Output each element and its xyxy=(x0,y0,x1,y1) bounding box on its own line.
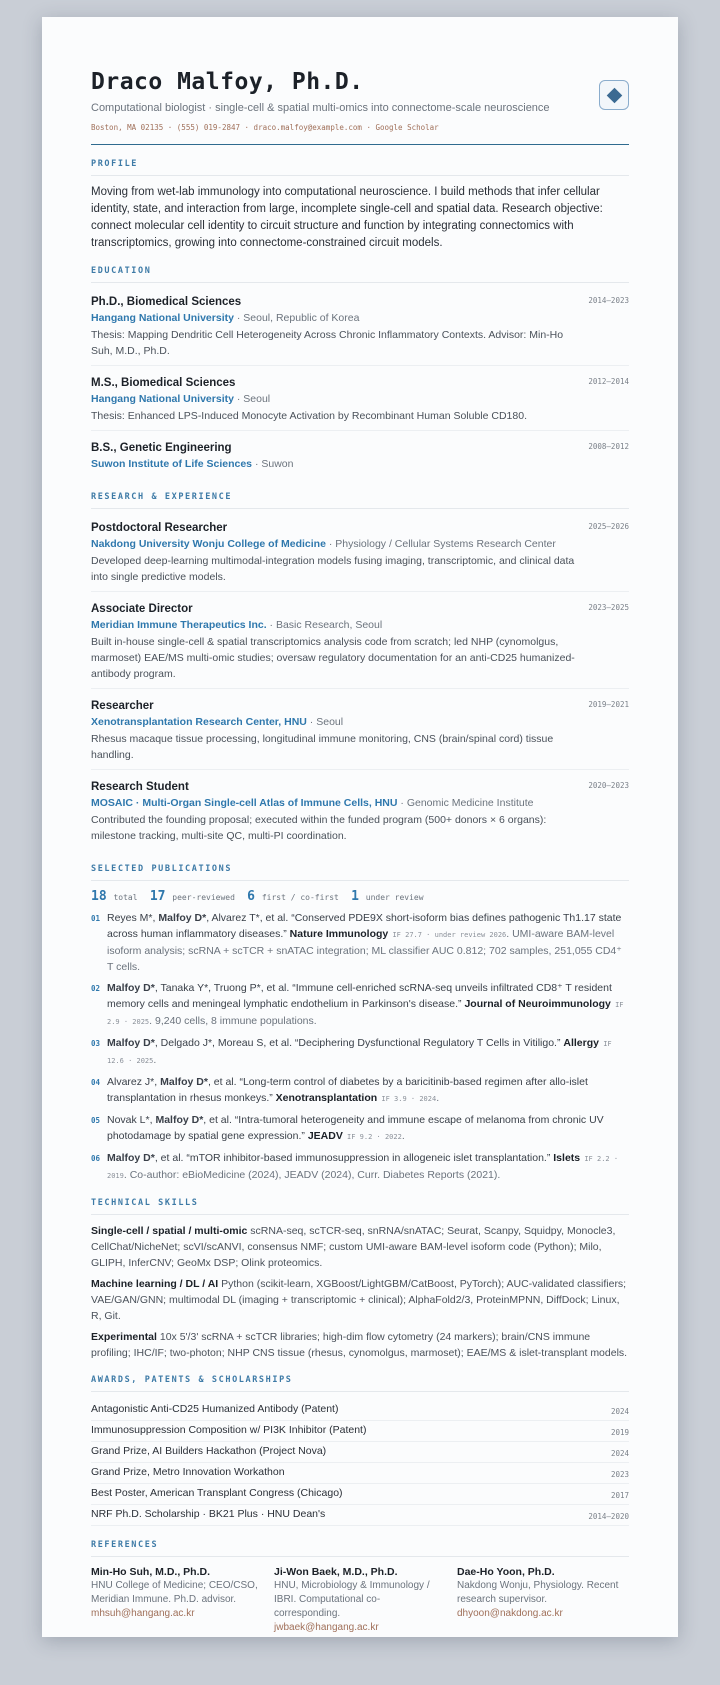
award-date: 2014–2020 xyxy=(588,1512,629,1521)
entry-description: Contributed the founding proposal; executed within the funded program (500+ donors × 6 organs): milestone tracking, multi-site QC, multi-PI coordination. xyxy=(91,814,547,842)
pub-journal: Xenotransplantation xyxy=(275,1092,378,1104)
award-item xyxy=(91,1400,629,1421)
pub-journal: JEADV xyxy=(307,1130,343,1142)
organization-line xyxy=(91,536,629,552)
publication-number: 03 xyxy=(91,1039,101,1048)
candidate-name: Draco Malfoy, Ph.D. xyxy=(91,69,364,95)
entry-date: 2019–2021 xyxy=(588,700,629,709)
references-list xyxy=(91,1565,629,1635)
institution-name: Hangang National University xyxy=(91,393,234,405)
pub-self-author: Malfoy D* xyxy=(160,1076,208,1088)
entry-description: Thesis: Mapping Dendritic Cell Heterogeneity Across Chronic Inflammatory Contexts. Advisor: Min-Ho Suh, M.D., Ph.D. xyxy=(91,329,564,357)
experience-list xyxy=(91,517,629,850)
skill-group-items: scRNA-seq, scTCR-seq, snRNA/snATAC; Seurat, Scanpy, Squidpy, Monocle3, CellChat/NicheNet; scVI/scANVI, consensus NMF; custom UMI-aware BAM-level isoform code (Python); Milo, GLIPH, InferCNV; GeoMx DSP; Olink proteomics. xyxy=(91,1225,616,1269)
institution-location: · Seoul, Republic of Korea xyxy=(233,312,360,324)
pub-journal: Nature Immunology xyxy=(289,928,389,940)
pub-note: . UMI-aware BAM-level isoform analysis; scRNA + scTCR + snATAC integration; ML classifier AUC 0.812; 702 samples, 251,055 CD4⁺ T cells. xyxy=(107,928,622,973)
diamond-icon xyxy=(599,80,629,110)
pub-meta: IF 27.7 · under review 2026 xyxy=(388,931,507,939)
stat-number: 6 xyxy=(247,889,255,904)
role-title: Researcher xyxy=(91,700,154,712)
pub-title: , et al. “mTOR inhibitor-based immunosuppression in allogeneic islet transplantation.” xyxy=(154,1152,554,1164)
reference-affiliation: HNU College of Medicine; CEO/CSO, Meridian Immune. Ph.D. advisor. xyxy=(91,1580,258,1605)
entry-date: 2023–2025 xyxy=(588,603,629,612)
entry-description: Rhesus macaque tissue processing, longitudinal immune monitoring, CNS (brain/spinal cord) tissue handling. xyxy=(91,733,554,761)
stat-label: total xyxy=(113,893,138,902)
reference-affiliation: HNU, Microbiology & Immunology / IBRI. Computational co-corresponding. xyxy=(274,1580,430,1619)
pub-authors-pre: Alvarez J*, xyxy=(107,1076,161,1088)
award-name: NRF Ph.D. Scholarship · BK21 Plus · HNU Dean's xyxy=(91,1508,326,1520)
pub-note: . xyxy=(401,1130,405,1142)
experience-entry xyxy=(91,517,629,592)
stat-label: first / co-first xyxy=(261,893,339,902)
pub-self-author: Malfoy D* xyxy=(107,1037,155,1049)
award-name: Antagonistic Anti-CD25 Humanized Antibody (Patent) xyxy=(91,1403,339,1415)
organization-location: · Genomic Medicine Institute xyxy=(397,797,534,809)
publication-item xyxy=(91,1035,629,1069)
stat-under-review xyxy=(351,889,424,904)
degree-title: M.S., Biomedical Sciences xyxy=(91,377,236,389)
reference-name: Min-Ho Suh, M.D., Ph.D. xyxy=(91,1566,210,1578)
pub-authors-pre: Novak L*, xyxy=(107,1114,156,1126)
skill-group-items: 10x 5'/3' scRNA + scTCR libraries; high-dim flow cytometry (24 markers); brain/CNS immune profiling; IHC/IF; two-photon; NHP CNS tissue (rhesus, cynomolgus, marmoset); EAE/MS & islet-transplant models. xyxy=(91,1331,628,1359)
stat-number: 17 xyxy=(149,889,166,904)
publication-number: 05 xyxy=(91,1116,101,1125)
award-name: Immunosuppression Composition w/ PI3K Inhibitor (Patent) xyxy=(91,1424,367,1436)
pub-note: . xyxy=(436,1092,440,1104)
award-date: 2024 xyxy=(610,1407,629,1416)
pub-meta: IF 2.9 · 2025 xyxy=(107,1001,624,1026)
skill-group-title: Experimental xyxy=(91,1331,157,1343)
organization-name: MOSAIC · Multi-Organ Single-cell Atlas of Immune Cells, HNU xyxy=(91,797,398,809)
award-name: Grand Prize, AI Builders Hackathon (Project Nova) xyxy=(91,1445,327,1457)
stat-first-author xyxy=(247,889,339,904)
publication-stats xyxy=(91,889,629,904)
award-item xyxy=(91,1421,629,1442)
stat-label: peer-reviewed xyxy=(172,893,235,902)
experience-entry xyxy=(91,776,629,850)
pub-title: , Alvarez T*, et al. “Conserved PDE9X short-isoform bias defines pathogenic Th1.17 state across human inflammatory diseases.” xyxy=(107,912,622,940)
resume-header xyxy=(91,69,629,145)
entry-date: 2008–2012 xyxy=(588,442,629,451)
pub-note: . 9,240 cells, 8 immune populations. xyxy=(149,1015,317,1027)
organization-location: · Physiology / Cellular Systems Research Center xyxy=(325,538,556,550)
resume-page xyxy=(42,17,678,1637)
reference-email[interactable]: mhsuh@hangang.ac.kr xyxy=(91,1608,195,1619)
skill-group xyxy=(91,1276,629,1324)
education-entry xyxy=(91,372,629,431)
pub-meta: IF 3.9 · 2024 xyxy=(377,1095,437,1103)
award-date: 2017 xyxy=(610,1491,629,1500)
contact-line: Boston, MA 02135 · (555) 019-2847 · draco.malfoy@example.com · Google Scholar xyxy=(91,123,439,132)
stat-label: under review xyxy=(365,893,424,902)
education-entry xyxy=(91,291,629,366)
award-item xyxy=(91,1484,629,1505)
organization-location: · Basic Research, Seoul xyxy=(266,619,383,631)
organization-location: · Seoul xyxy=(306,716,344,728)
section-heading-education: EDUCATION xyxy=(91,266,629,283)
entry-date: 2014–2023 xyxy=(588,296,629,305)
publication-list xyxy=(91,910,629,1184)
reference-email[interactable]: dhyoon@nakdong.ac.kr xyxy=(457,1608,563,1619)
experience-entry xyxy=(91,695,629,770)
profile-text: Moving from wet-lab immunology into computational neuroscience. I build methods that infer cellular identity, state, and interaction from large, incomplete single-cell and spatial data. Research objective: connect molecular cell identity to circuit structure and function by integrating connectomics with transcriptomics, growing into connectome-constrained circuit models. xyxy=(91,186,603,249)
section-heading-publications: SELECTED PUBLICATIONS xyxy=(91,864,629,881)
publication-item xyxy=(91,910,629,975)
skill-group xyxy=(91,1329,629,1361)
pub-note: . xyxy=(153,1054,157,1066)
pub-journal: Allergy xyxy=(563,1037,599,1049)
stat-number: 18 xyxy=(91,889,107,904)
skill-group-items: Python (scikit-learn, XGBoost/LightGBM/CatBoost, PyTorch); AUC-validated classifiers; VAE/GAN/GNN; multimodal DL (imaging + transcriptomic + clinical); AlphaFold2/3, ProteinMPNN, DiffDock; Linux, R, Git. xyxy=(91,1278,627,1322)
organization-line xyxy=(91,714,629,730)
role-title: Research Student xyxy=(91,781,189,793)
education-entry xyxy=(91,437,629,478)
pub-journal: Islets xyxy=(553,1152,581,1164)
award-date: 2023 xyxy=(610,1470,629,1479)
institution-line xyxy=(91,456,629,472)
publication-number: 01 xyxy=(91,914,101,923)
publication-item xyxy=(91,980,629,1030)
pub-self-author: Malfoy D* xyxy=(107,982,155,994)
section-heading-skills: TECHNICAL SKILLS xyxy=(91,1198,629,1215)
degree-title: Ph.D., Biomedical Sciences xyxy=(91,296,242,308)
stat-total xyxy=(91,889,138,904)
organization-line xyxy=(91,617,629,633)
institution-location: · Seoul xyxy=(233,393,271,405)
entry-description: Thesis: Enhanced LPS-Induced Monocyte Activation by Recombinant Human Soluble CD180. xyxy=(91,410,527,422)
skills-list xyxy=(91,1223,629,1361)
section-heading-research: RESEARCH & EXPERIENCE xyxy=(91,492,629,509)
entry-date: 2025–2026 xyxy=(588,522,629,531)
pub-title: , Delgado J*, Moreau S, et al. “Deciphering Dysfunctional Regulatory T Cells in Vitiligo.” xyxy=(154,1037,564,1049)
stat-number: 1 xyxy=(351,889,359,904)
publication-item xyxy=(91,1150,629,1184)
institution-line xyxy=(91,391,629,407)
entry-date: 2020–2023 xyxy=(588,781,629,790)
reference-card xyxy=(457,1565,628,1635)
stat-peer-reviewed xyxy=(149,889,235,904)
award-date: 2019 xyxy=(610,1428,629,1437)
pub-authors-pre: Reyes M*, xyxy=(107,912,159,924)
institution-line xyxy=(91,310,629,326)
tagline: Computational biologist · single-cell & spatial multi-omics into connectome-scale neuroscience xyxy=(91,102,550,114)
pub-self-author: Malfoy D* xyxy=(107,1152,155,1164)
award-item xyxy=(91,1442,629,1463)
pub-journal: Journal of Neuroimmunology xyxy=(464,998,611,1010)
pub-meta: IF 2.2 · 2019 xyxy=(107,1155,619,1180)
degree-title: B.S., Genetic Engineering xyxy=(91,442,232,454)
organization-name: Xenotransplantation Research Center, HNU xyxy=(91,716,307,728)
publication-number: 02 xyxy=(91,984,101,993)
award-name: Best Poster, American Transplant Congress (Chicago) xyxy=(91,1487,343,1499)
experience-entry xyxy=(91,598,629,689)
organization-name: Nakdong University Wonju College of Medicine xyxy=(91,538,326,550)
pub-title: , et al. “Long-term control of diabetes by a baricitinib-based regimen after allo-islet transplantation in rhesus monkeys.” xyxy=(107,1076,588,1104)
entry-description: Built in-house single-cell & spatial transcriptomics analysis code from scratch; led NHP (cynomolgus, marmoset) EAE/MS multi-omic studies; oversaw regulatory documentation for an anti-CD25 humanized-antibody program. xyxy=(91,636,575,680)
section-heading-awards: AWARDS, PATENTS & SCHOLARSHIPS xyxy=(91,1375,629,1392)
institution-name: Hangang National University xyxy=(91,312,234,324)
publication-item xyxy=(91,1074,629,1107)
award-name: Grand Prize, Metro Innovation Workathon xyxy=(91,1466,285,1478)
role-title: Postdoctoral Researcher xyxy=(91,522,228,534)
pub-title: , et al. “Intra-tumoral heterogeneity and immune escape of melanoma from chronic UV photodamage by spatial gene expression.” xyxy=(107,1114,604,1142)
section-heading-profile: PROFILE xyxy=(91,159,629,176)
organization-line xyxy=(91,795,629,811)
organization-name: Meridian Immune Therapeutics Inc. xyxy=(91,619,267,631)
institution-location: · Suwon xyxy=(252,458,294,470)
section-heading-references: REFERENCES xyxy=(91,1540,629,1557)
pub-title: , Tanaka Y*, Truong P*, et al. “Immune cell-enriched scRNA-seq unveils infiltrated CD8⁺ T resident memory cells and meningeal lymphatic endothelium in Parkinson's disease.” xyxy=(107,982,612,1010)
award-date: 2024 xyxy=(610,1449,629,1458)
skill-group-title: Machine learning / DL / AI xyxy=(91,1278,219,1290)
education-list xyxy=(91,291,629,478)
award-item xyxy=(91,1463,629,1484)
skill-group xyxy=(91,1223,629,1271)
pub-self-author: Malfoy D* xyxy=(155,1114,204,1126)
entry-description: Developed deep-learning multimodal-integration models fusing imaging, transcriptomic, and clinical data into single predictive models. xyxy=(91,555,575,583)
reference-card xyxy=(274,1565,445,1635)
reference-affiliation: Nakdong Wonju, Physiology. Recent research supervisor. xyxy=(457,1580,619,1605)
publication-item xyxy=(91,1112,629,1145)
awards-list xyxy=(91,1400,629,1526)
pub-self-author: Malfoy D* xyxy=(158,912,207,924)
institution-name: Suwon Institute of Life Sciences xyxy=(91,458,253,470)
entry-date: 2012–2014 xyxy=(588,377,629,386)
role-title: Associate Director xyxy=(91,603,193,615)
pub-meta: IF 12.6 · 2025 xyxy=(107,1040,612,1065)
reference-name: Dae-Ho Yoon, Ph.D. xyxy=(457,1566,555,1578)
publication-number: 04 xyxy=(91,1078,101,1087)
reference-name: Ji-Won Baek, M.D., Ph.D. xyxy=(274,1566,398,1578)
publication-number: 06 xyxy=(91,1154,101,1163)
skill-group-title: Single-cell / spatial / multi-omic xyxy=(91,1225,248,1237)
reference-card xyxy=(91,1565,262,1635)
reference-email[interactable]: jwbaek@hangang.ac.kr xyxy=(274,1622,379,1633)
award-item xyxy=(91,1505,629,1526)
pub-meta: IF 9.2 · 2022 xyxy=(342,1133,402,1141)
pub-note: . Co-author: eBioMedicine (2024), JEADV (2024), Curr. Diabetes Reports (2021). xyxy=(123,1169,501,1181)
